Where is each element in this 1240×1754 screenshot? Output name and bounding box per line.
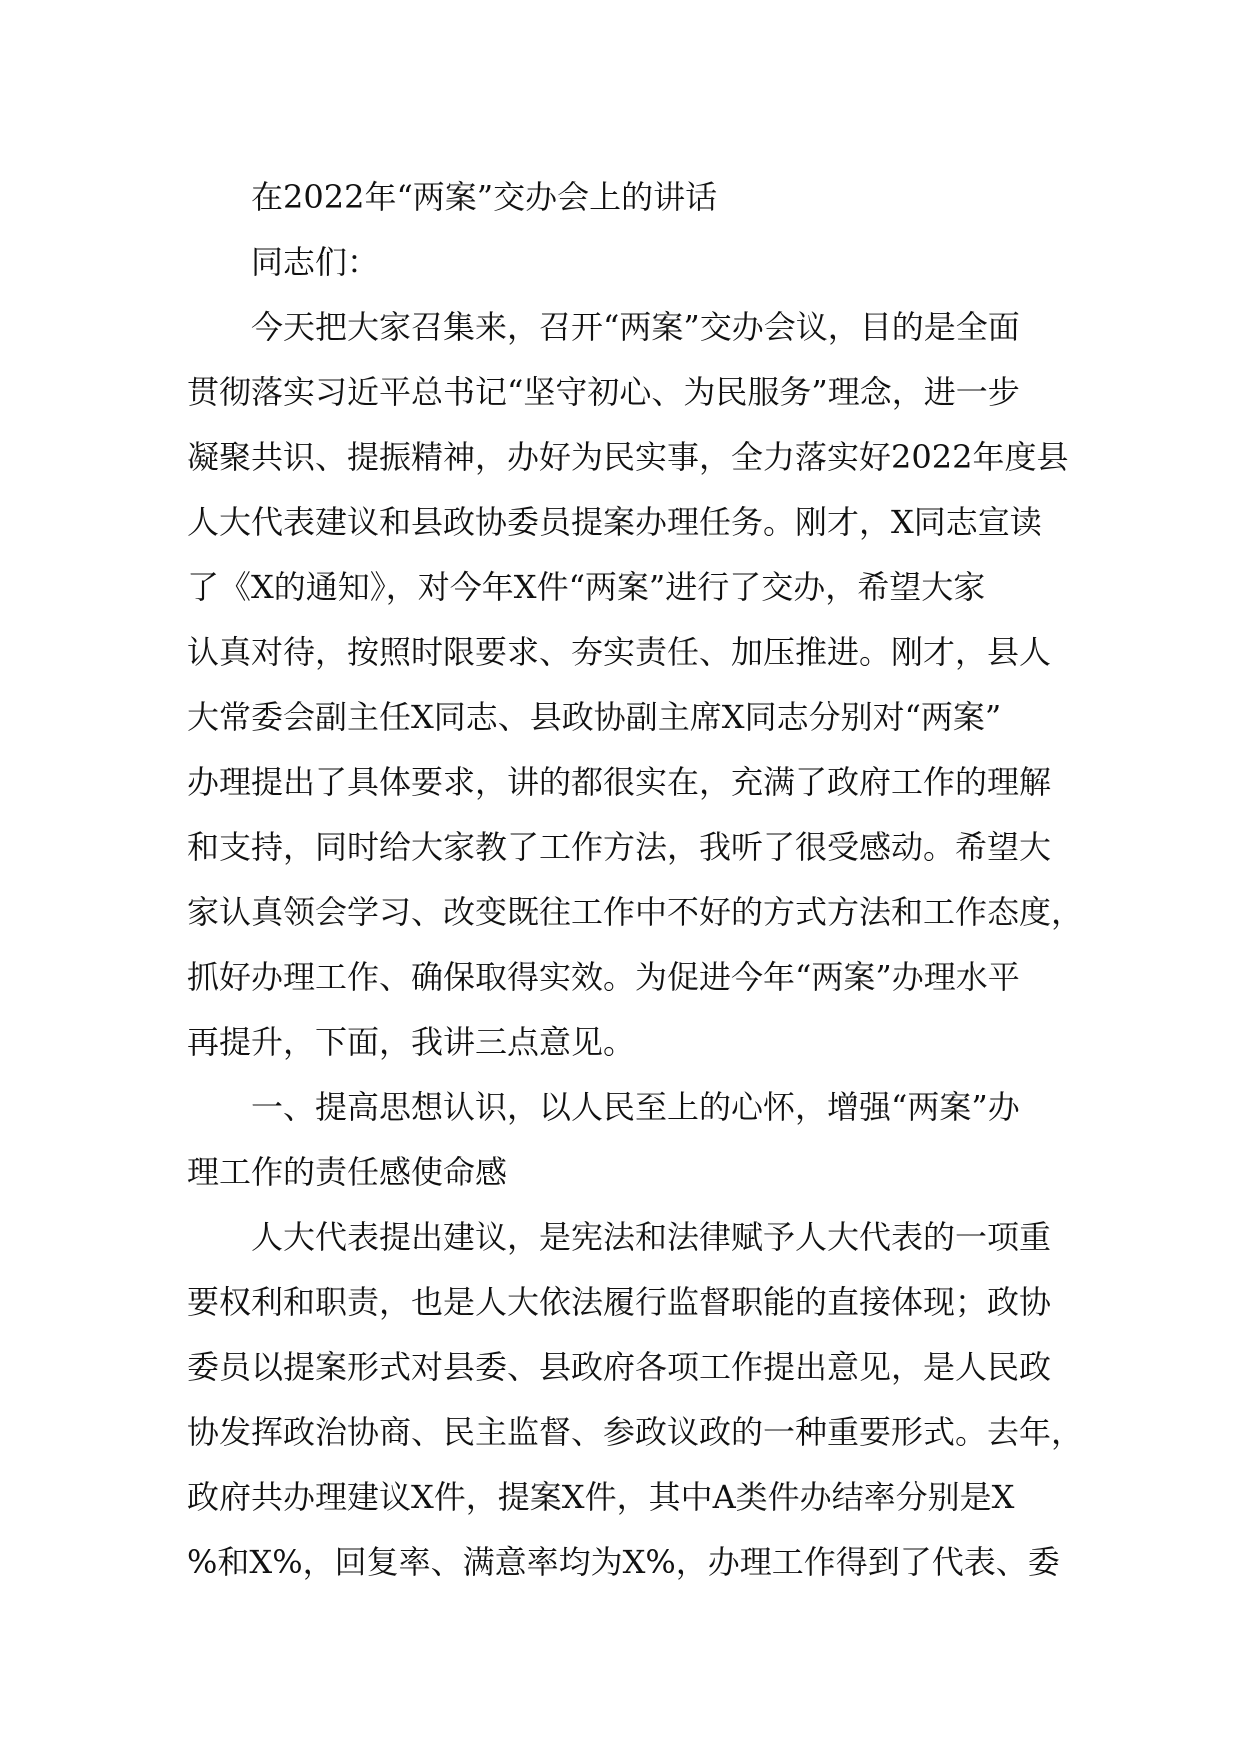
paragraph-line: 家认真领会学习、改变既往工作中不好的方式方法和工作态度， bbox=[187, 893, 1084, 931]
paragraph-line: 今天把大家召集来，召开“两案”交办会议，目的是全面 bbox=[251, 308, 1020, 346]
paragraph-line: 凝聚共识、提振精神，办好为民实事，全力落实好2022年度县 bbox=[187, 438, 1069, 476]
paragraph-line: 人大代表提出建议，是宪法和法律赋予人大代表的一项重 bbox=[251, 1218, 1052, 1256]
paragraph-line: 要权利和职责，也是人大依法履行监督职能的直接体现；政协 bbox=[187, 1283, 1052, 1321]
paragraph-line: 再提升，下面，我讲三点意见。 bbox=[187, 1023, 636, 1061]
salutation: 同志们： bbox=[251, 243, 380, 281]
paragraph-line: 政府共办理建议X件，提案X件，其中A类件办结率分别是X bbox=[187, 1478, 1015, 1516]
paragraph-line: 办理提出了具体要求，讲的都很实在，充满了政府工作的理解 bbox=[187, 763, 1052, 801]
section-heading: 一、提高思想认识，以人民至上的心怀，增强“两案”办 bbox=[251, 1088, 1020, 1126]
document-title: 在2022年“两案”交办会上的讲话 bbox=[251, 178, 718, 216]
paragraph-line: 认真对待，按照时限要求、夯实责任、加压推进。刚才，县人 bbox=[187, 633, 1052, 671]
paragraph-line: 委员以提案形式对县委、县政府各项工作提出意见，是人民政 bbox=[187, 1348, 1052, 1386]
paragraph-line: 和支持，同时给大家教了工作方法，我听了很受感动。希望大 bbox=[187, 828, 1052, 866]
section-heading: 理工作的责任感使命感 bbox=[187, 1153, 508, 1191]
paragraph-line: 贯彻落实习近平总书记“坚守初心、为民服务”理念，进一步 bbox=[187, 373, 1020, 411]
paragraph-line: 大常委会副主任X同志、县政协副主席X同志分别对“两案” bbox=[187, 698, 1002, 736]
paragraph-line: 抓好办理工作、确保取得实效。为促进今年“两案”办理水平 bbox=[187, 958, 1020, 996]
paragraph-line: 了《X的通知》，对今年X件“两案”进行了交办，希望大家 bbox=[187, 568, 986, 606]
paragraph-line: 人大代表建议和县政协委员提案办理任务。刚才，X同志宣读 bbox=[187, 503, 1042, 541]
document-body bbox=[187, 165, 1084, 1595]
paragraph-line: %和X%，回复率、满意率均为X%，办理工作得到了代表、委 bbox=[187, 1543, 1060, 1581]
paragraph-line: 协发挥政治协商、民主监督、参政议政的一种重要形式。去年， bbox=[187, 1413, 1084, 1451]
